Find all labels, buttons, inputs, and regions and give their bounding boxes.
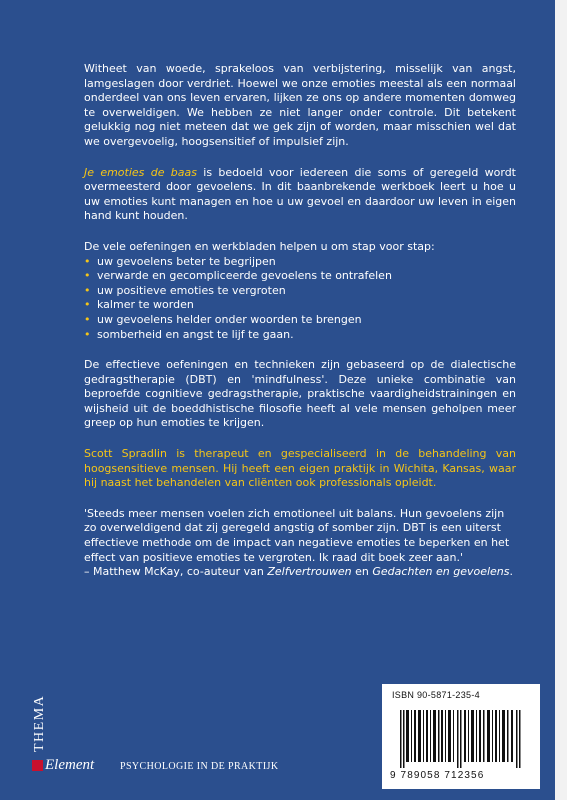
author-bio: Scott Spradlin is therapeut en gespecialiseerd in de behandeling van hoogsensitieve mensen. Hij heeft een eigen praktijk in Wichita, Kansas, waar hij naast het behandelen van cliënten ook professionals opleidt. <box>84 447 516 490</box>
list-item: • somberheid en angst te lijf te gaan. <box>84 328 516 343</box>
series-name: PSYCHOLOGIE IN DE PRAKTIJK <box>120 761 279 772</box>
imprint-label: THEMA <box>32 694 47 752</box>
referenced-book-1: Zelfvertrouwen <box>267 565 352 579</box>
list-item: • verwarde en gecompliceerde gevoelens te ontrafelen <box>84 269 516 284</box>
barcode-panel <box>382 684 540 789</box>
element-logo-square-icon <box>32 760 43 771</box>
list-item: • uw gevoelens helder onder woorden te brengen <box>84 313 516 328</box>
intro-paragraph: Witheet van woede, sprakeloos van verbijstering, misselijk van angst, lamgeslagen door verdriet. Hoewel we onze emoties meestal als een normaal onderdeel van ons leven ervaren, lijken ze ons op andere momenten domweg te overweldigen. We hebben ze niet langer onder controle. Dit betekent gelukkig nog niet meteen dat we gek zijn of worden, maar misschien wel dat we overgevoelig, hoogsensitief of impulsief zijn. <box>84 62 516 148</box>
list-item: • kalmer te worden <box>84 298 516 313</box>
exercises-lead: De vele oefeningen en werkbladen helpen u om stap voor stap: <box>84 239 435 253</box>
page-edge <box>555 0 567 800</box>
quote-attribution <box>84 565 516 580</box>
book-title: Je emoties de baas <box>84 165 197 179</box>
referenced-book-2: Gedachten en gevoelens <box>372 565 510 579</box>
attribution-conjunction: en <box>351 565 373 579</box>
quote-text: 'Steeds meer mensen voelen zich emotioneel uit balans. Hun gevoelens zijn zo overweldigend dat zij geregeld angstig of somber zijn. DBT is een uiterst effectieve methode om de impact van negatieve emoties te beperken en het effect van positieve emoties te vergroten. Ik raad dit boek zeer aan.' <box>84 506 510 564</box>
method-paragraph: De effectieve oefeningen en technieken zijn gebaseerd op de dialectische gedragstherapie (DBT) en 'mindfulness'. Deze unieke combinatie van beproefde cognitieve gedragstherapie, praktische vaardigheidstrainingen en wijsheid uit de boeddhistische filosofie heeft al vele mensen geholpen meer greep op hun emoties te krijgen. <box>84 358 516 430</box>
endorsement-quote <box>84 507 516 580</box>
attribution-period: . <box>509 565 513 579</box>
barcode-number: 9 789058 712356 <box>390 770 485 781</box>
cover-text <box>84 62 516 580</box>
attribution-prefix: – Matthew McKay, co-auteur van <box>84 565 268 579</box>
list-item: • uw gevoelens beter te begrijpen <box>84 255 516 270</box>
isbn-label: ISBN 90-5871-235-4 <box>392 690 480 700</box>
exercises-list <box>84 255 516 343</box>
book-description <box>84 166 516 224</box>
barcode-icon <box>400 710 524 768</box>
list-item: • uw positieve emoties te vergroten <box>84 284 516 299</box>
book-description-text: is bedoeld voor iedereen die soms of geregeld wordt overmeesterd door gevoelens. In dit baanbrekende werkboek leert u hoe u uw emoties kunt managen en hoe u uw gevoel en daardoor uw leven in eigen hand kunt houden. <box>84 165 516 223</box>
element-logo: Element <box>45 757 95 773</box>
